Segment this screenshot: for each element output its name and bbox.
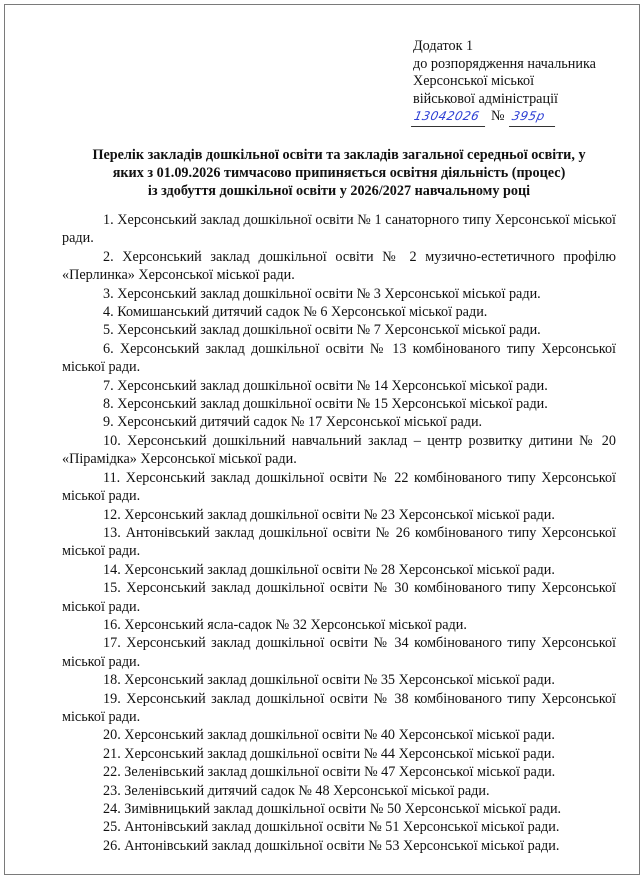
- appendix-order-line: до розпорядження начальника: [413, 55, 596, 72]
- list-item: 16. Херсонський ясла-садок № 32 Херсонської міської ради.: [103, 616, 467, 633]
- list-item: 5. Херсонський заклад дошкільної освіти № 7 Херсонської міської ради.: [103, 322, 541, 339]
- list-item: 2. Херсонський заклад дошкільної освіти № 2 музично-естетичного профілю «Перлинка» Херсонської міської ради.: [62, 248, 616, 284]
- list-item: 26. Антонівський заклад дошкільної освіти № 53 Херсонської міської ради.: [103, 837, 560, 854]
- list-item: 10. Херсонський дошкільний навчальний заклад – центр розвитку дитини № 20 «Пірамідка» Херсонської міської ради.: [62, 432, 616, 468]
- list-item: 15. Херсонський заклад дошкільної освіти № 30 комбінованого типу Херсонської міської ради.: [62, 580, 616, 615]
- list-item: 1. Херсонський заклад дошкільної освіти № 1 санаторного типу Херсонської міської ради.: [62, 212, 616, 247]
- appendix-administration-line: військової адміністрації: [413, 90, 558, 107]
- list-item: 9. Херсонський дитячий садок № 17 Херсонської міської ради.: [103, 414, 483, 431]
- list-item: 8. Херсонський заклад дошкільної освіти № 15 Херсонської міської ради.: [103, 396, 548, 413]
- document-title: [62, 147, 616, 200]
- handwritten-number: 395р: [509, 108, 559, 127]
- list-item: 3. Херсонський заклад дошкільної освіти № 3 Херсонської міської ради.: [103, 285, 541, 302]
- list-item: 20. Херсонський заклад дошкільної освіти № 40 Херсонської міської ради.: [103, 727, 555, 744]
- list-item: 19. Херсонський заклад дошкільної освіти № 38 комбінованого типу Херсонської міської ради.: [62, 690, 616, 725]
- list-item: 21. Херсонський заклад дошкільної освіти № 44 Херсонської міської ради.: [103, 745, 555, 762]
- appendix-header: [413, 38, 638, 128]
- list-item: 13. Антонівський заклад дошкільної освіти № 26 комбінованого типу Херсонської міської ради.: [62, 524, 616, 560]
- institutions-list: [62, 211, 616, 855]
- title-line-1: Перелік закладів дошкільної освіти та закладів загальної середньої освіти, у: [92, 147, 586, 163]
- list-item: 12. Херсонський заклад дошкільної освіти № 23 Херсонської міської ради.: [103, 506, 555, 523]
- list-item: 6. Херсонський заклад дошкільної освіти № 13 комбінованого типу Херсонської міської ради.: [62, 340, 616, 376]
- list-item: 18. Херсонський заклад дошкільної освіти № 35 Херсонської міської ради.: [103, 672, 555, 689]
- number-sign: №: [491, 108, 505, 125]
- list-item: 4. Комишанський дитячий садок № 6 Херсонської міської ради.: [103, 304, 488, 321]
- list-item: 17. Херсонський заклад дошкільної освіти № 34 комбінованого типу Херсонської міської ради.: [62, 635, 616, 670]
- list-item: 7. Херсонський заклад дошкільної освіти № 14 Херсонської міської ради.: [103, 377, 548, 394]
- list-item: 11. Херсонський заклад дошкільної освіти № 22 комбінованого типу Херсонської міської ради.: [62, 469, 616, 505]
- appendix-city-line: Херсонської міської: [413, 73, 535, 90]
- list-item: 25. Антонівський заклад дошкільної освіти № 51 Херсонської міської ради.: [103, 819, 560, 836]
- list-item: 23. Зеленівський дитячий садок № 48 Херсонської міської ради.: [103, 782, 490, 799]
- handwritten-date: 13042026: [411, 108, 489, 127]
- title-line-3: із здобуття дошкільної освіти у 2026/2027 навчальному році: [147, 182, 531, 199]
- list-item: 14. Херсонський заклад дошкільної освіти № 28 Херсонської міської ради.: [103, 561, 555, 578]
- list-item: 22. Зеленівський заклад дошкільної освіти № 47 Херсонської міської ради.: [103, 764, 556, 781]
- list-item: 24. Зимівницький заклад дошкільної освіти № 50 Херсонської міської ради.: [103, 801, 562, 817]
- title-line-2: яких з 01.09.2026 тимчасово припиняється освітня діяльність (процес): [112, 164, 566, 181]
- appendix-label: Додаток 1: [413, 38, 474, 54]
- order-date-number: [413, 108, 638, 128]
